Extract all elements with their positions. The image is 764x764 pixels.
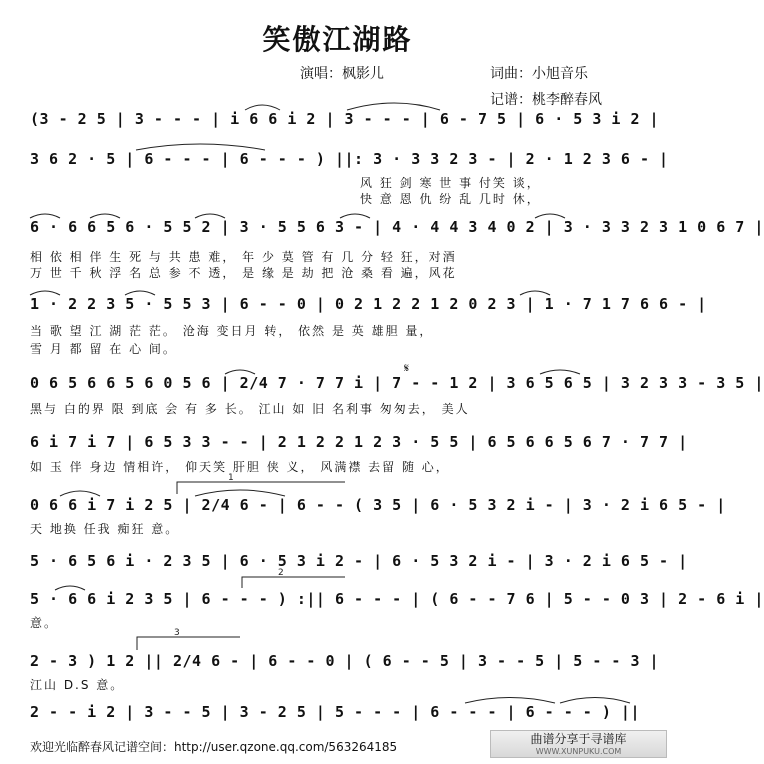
score-line-lyrics: 当 歌 望 江 湖 茫 茫。 沧海 变日月 转， 依然 是 英 雄胆 量， [30,324,434,338]
slur-mark [535,214,565,218]
score-line-lyrics: 如 玉 伴 身边 情相许， 仰天笑 肝胆 侠 义， 风满襟 去留 随 心， [30,460,450,474]
score-line-notes: 2 - - i 2 | 3 - - 5 | 3 - 2 5 | 5 - - - | 6 - - - | 6 - - - ) || [30,703,640,721]
score-line-notes: 0 6 5 6 6 5 6 0 5 6 | 2/4 7 · 7 7 i | 7 - - 1 2 | 3 6 5 6 5 | 3 2 3 3 - 3 5 | [30,374,764,392]
slur-mark [195,214,225,218]
slur-mark [245,105,280,110]
score-line-notes: 5 · 6 5 6 i · 2 3 5 | 6 · 5 3 i 2 - | 6 · 5 3 2 i - | 3 · 2 i 6 5 - | [30,552,688,570]
slur-mark [125,291,155,295]
score-line-lyrics: 意。 [30,616,59,630]
score-line-notes: 3 6 2 · 5 | 6 - - - | 6 - - - ) ||: 3 · 3 3 2 3 - | 2 · 1 2 3 6 - | [30,150,669,168]
score-line-lyrics: 相 依 相 伴 生 死 与 共 患 难， 年 少 莫 管 有 几 分 轻 狂，对酒 [30,250,457,264]
slur-mark [195,490,285,496]
volta-bracket [242,577,345,588]
song-title: 笑傲江湖路 [262,23,413,56]
slur-mark [30,291,60,295]
score-line-lyrics: 黑与 白的界 限 到底 会 有 多 长。 江山 如 旧 名利事 匆匆去， 美人 [30,402,470,416]
slur-mark [465,698,555,704]
slur-mark [90,214,120,218]
transcriber-credit: 记谱：桃李醉春风 [490,92,602,108]
slur-mark [560,698,630,704]
score-line-lyrics: 江山 D.S 意。 [30,678,125,692]
volta-bracket [177,482,345,494]
volta-number: 2 [278,568,284,578]
slur-mark [540,370,580,374]
segno-sign: 𝄋 [404,361,410,375]
score-line-lyrics: 快 意 恩 仇 纷 乱 几时 休， [360,192,541,206]
score-line-notes: 0 6 6 i 7 i 2 5 | 2/4 6 - | 6 - - ( 3 5 | 6 · 5 3 2 i - | 3 · 2 i 6 5 - | [30,496,726,514]
slur-mark [340,214,370,218]
score-line-lyrics: 雪 月 都 留 在 心 间。 [30,342,177,356]
score-line-lyrics: 万 世 千 秋 浮 名 总 参 不 透， 是 缘 是 劫 把 沧 桑 看 遍，风花 [30,266,457,280]
volta-number: 3 [174,628,180,638]
volta-number: 1 [228,473,234,483]
slur-mark [60,491,100,496]
footer-credit: 欢迎光临醉春风记谱空间：http://user.qzone.qq.com/563264185 [30,740,398,754]
lyricist-composer-credit: 词曲：小旭音乐 [490,66,588,82]
score-line-notes: (3 - 2 5 | 3 - - - | i 6 6 i 2 | 3 - - - | 6 - 7 5 | 6 · 5 3 i 2 | [30,110,660,128]
score-line-notes: 6 · 6 6 5 6 · 5 5 2 | 3 · 5 5 6 3 - | 4 · 4 4 3 4 0 2 | 3 · 3 3 2 3 1 0 6 7 | [30,218,764,236]
score-line-lyrics: 天 地换 任我 痴狂 意。 [30,522,180,536]
score-line-notes: 6 i 7 i 7 | 6 5 3 3 - - | 2 1 2 2 1 2 3 · 5 5 | 6 5 6 6 5 6 7 · 7 7 | [30,433,688,451]
slur-mark [55,586,85,590]
score-line-lyrics: 风 狂 剑 寒 世 事 付笑 谈， [360,176,541,190]
slur-mark [347,103,440,110]
singer-credit: 演唱：枫影儿 [300,66,384,82]
slur-mark [225,370,255,374]
score-line-notes: 2 - 3 ) 1 2 || 2/4 6 - | 6 - - 0 | ( 6 - - 5 | 3 - - 5 | 5 - - 3 | [30,652,660,670]
slur-mark [136,144,265,150]
volta-bracket [137,637,240,650]
score-line-notes: 5 · 6 6 i 2 3 5 | 6 - - - ) :|| 6 - - - | ( 6 - - 7 6 | 5 - - 0 3 | 2 - 6 i | [30,590,764,608]
slur-mark [30,214,60,218]
brand-url: WWW.XUNPUKU.COM [535,747,622,756]
slur-mark [520,291,550,295]
brand-text: 曲谱分享于寻谱库 [530,732,627,746]
site-brand-badge [490,730,667,758]
score-line-notes: 1 · 2 2 3 5 · 5 5 3 | 6 - - 0 | 0 2 1 2 2 1 2 0 2 3 | 1 · 7 1 7 6 6 - | [30,295,707,313]
